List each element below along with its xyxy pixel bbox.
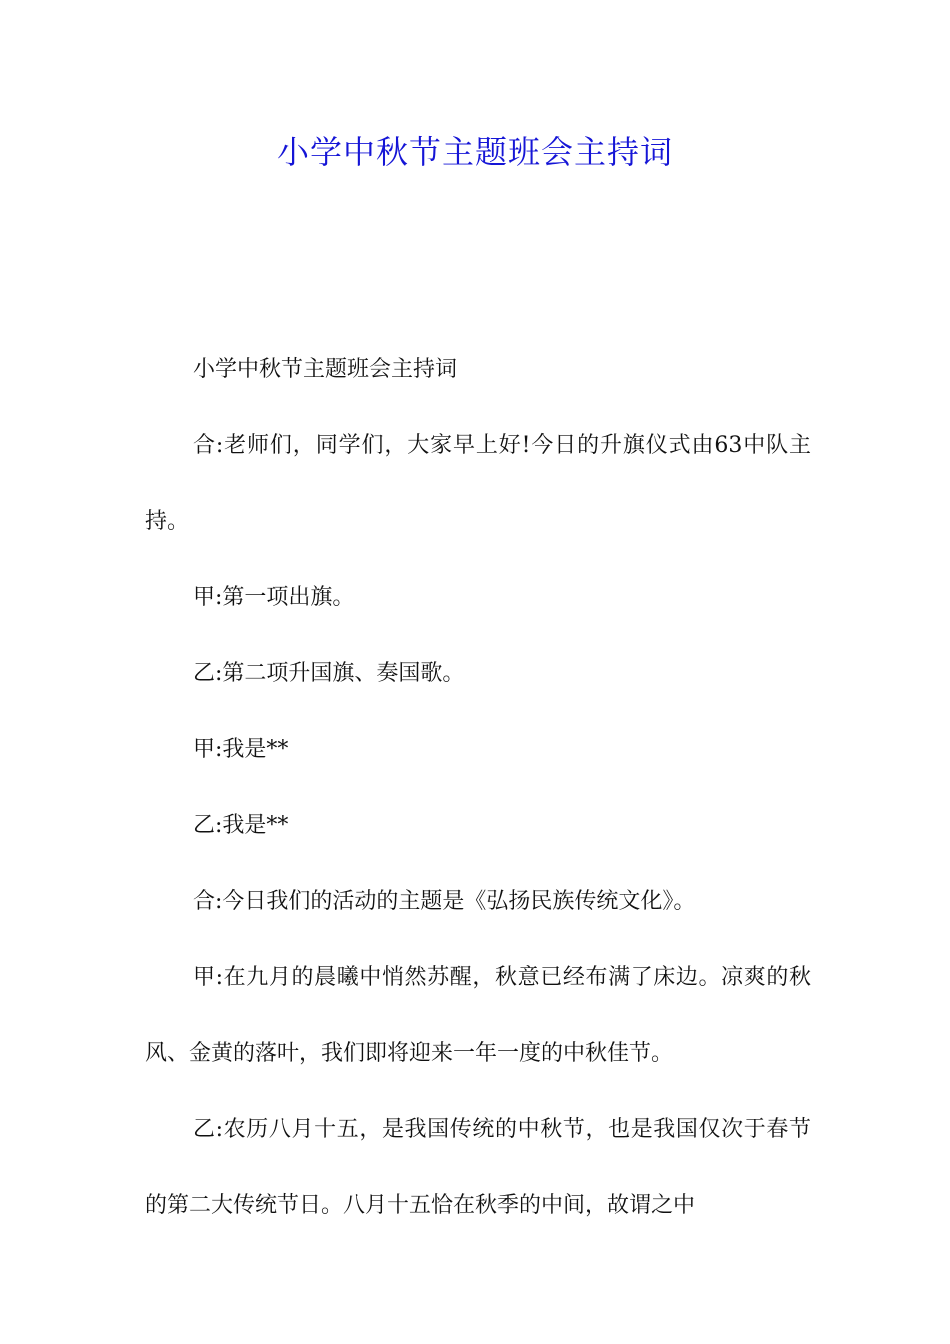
paragraph-theme: 合:今日我们的活动的主题是《弘扬民族传统文化》。 bbox=[193, 889, 696, 914]
document-title: 小学中秋节主题班会主持词 bbox=[276, 133, 673, 171]
paragraph-flag-out: 甲:第一项出旗。 bbox=[193, 585, 355, 610]
paragraph-opening: 合:老师们，同学们，大家早上好!今日的升旗仪式由63中队主持。 bbox=[145, 433, 811, 534]
document-body bbox=[145, 332, 811, 1244]
paragraph-host-a: 甲:我是** bbox=[193, 737, 289, 762]
paragraph-autumn: 甲:在九月的晨曦中悄然苏醒，秋意已经布满了床边。凉爽的秋风、金黄的落叶，我们即将迎来一年一度的中秋佳节。 bbox=[145, 965, 811, 1066]
paragraph-anthem: 乙:第二项升国旗、奏国歌。 bbox=[193, 661, 465, 686]
paragraph-mid-autumn: 乙:农历八月十五，是我国传统的中秋节，也是我国仅次于春节的第二大传统节日。八月十五恰在秋季的中间，故谓之中 bbox=[145, 1117, 811, 1218]
paragraph-host-b: 乙:我是** bbox=[193, 813, 289, 838]
paragraph-subtitle: 小学中秋节主题班会主持词 bbox=[193, 357, 458, 382]
